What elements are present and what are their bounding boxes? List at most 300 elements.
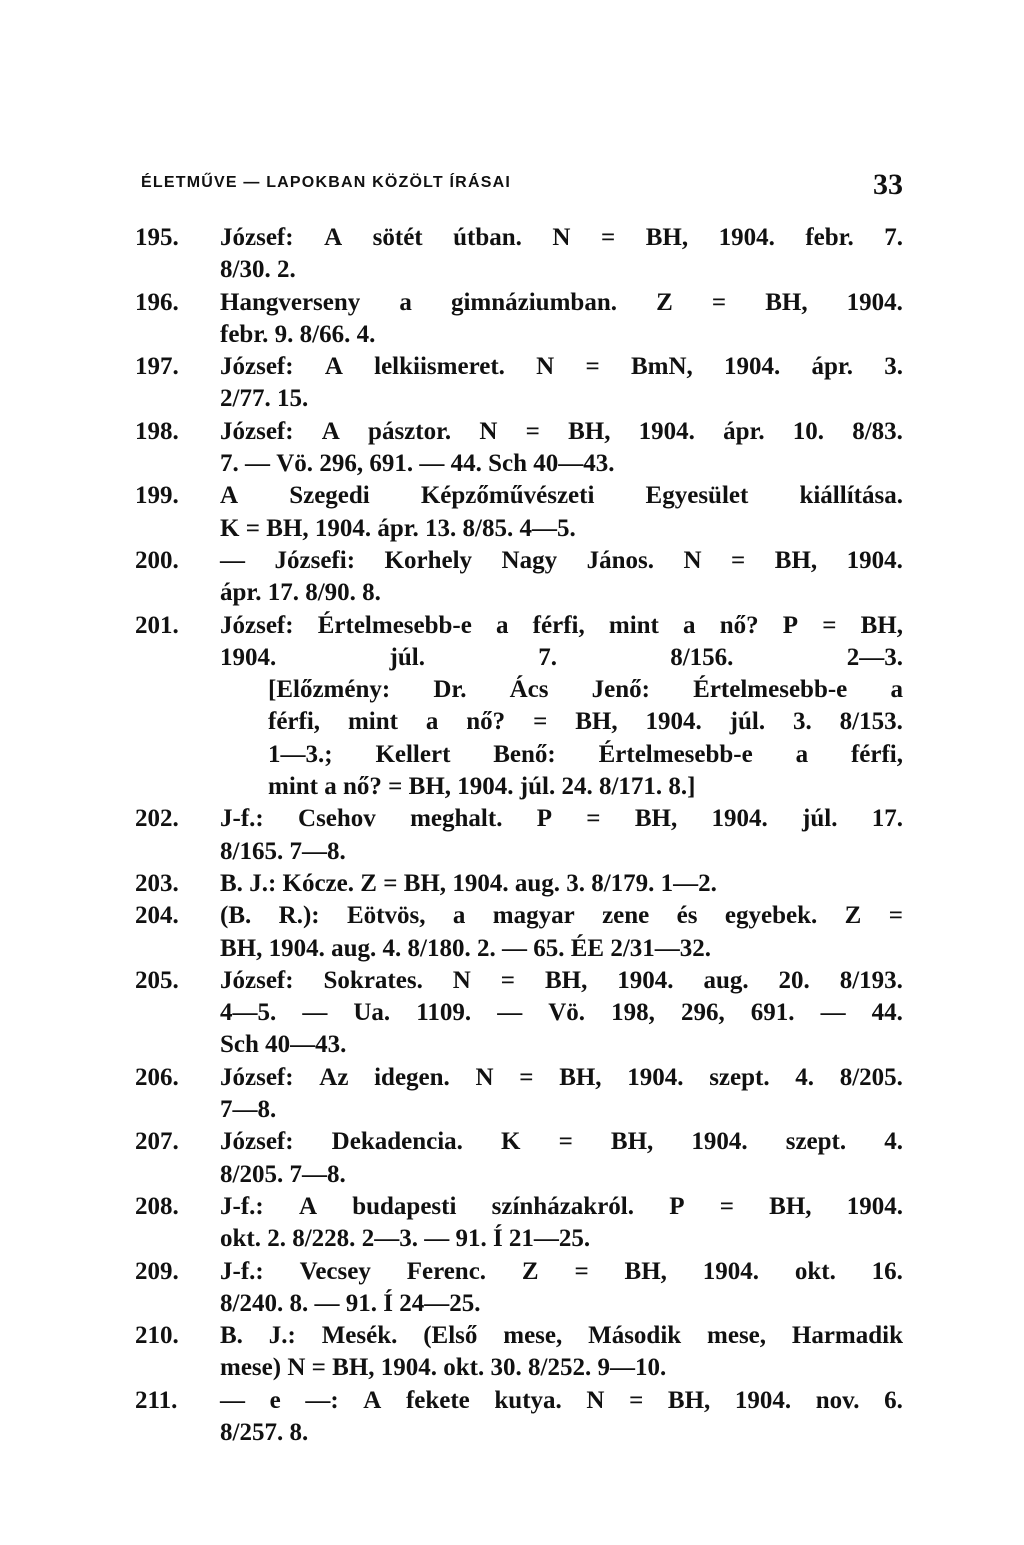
entry-word: Értelmesebb-e [693,676,848,704]
entry-word: 8/228. [292,1225,356,1253]
entry-word: — [497,999,523,1027]
entry-word: B. [220,869,243,897]
entry-word: a [452,902,466,930]
entry-word: BH, [568,417,611,445]
entry-word: Z [360,869,377,897]
entry-word: 8/165. [220,837,284,865]
entry-line [220,319,903,351]
entry-word: ápr. [377,514,419,542]
bibliography-entry [135,416,903,481]
entry-word: BH, [544,966,588,994]
entry-word: József: [220,966,294,994]
entry-word: 6. [884,1386,903,1414]
bibliography-entry [135,1062,903,1127]
entry-line [220,1256,903,1288]
entry-text [220,351,903,416]
entry-word: József: [220,1128,294,1156]
entry-word: 1109. [416,999,472,1027]
entry-word: 16. [871,1257,903,1285]
entry-number: 205. [135,966,179,994]
entry-word: = [719,1192,734,1220]
entry-word: B. [220,1322,243,1350]
entry-line [220,545,903,577]
entry-word: mint [347,708,398,736]
entry-word: 1904. [617,966,674,994]
bibliography-entry [135,900,903,965]
entry-number: 204. [135,902,179,930]
entry-word: 8/171. [598,773,663,801]
entry-word: 40—43. [533,450,615,478]
entry-word: gimnáziumban. [450,288,617,316]
entry-word: 1904. [711,805,768,833]
entry-word: J-f.: [220,805,264,833]
entry-word: nov. [815,1386,860,1414]
entry-word: nő? [719,611,759,639]
entry-word: BH, [667,1386,711,1414]
entry-line [220,933,903,965]
entry-number: 209. [135,1257,179,1285]
entry-word: júl. [519,773,556,801]
entry-word: —: [305,1386,339,1414]
entry-word: BH, [332,1354,375,1382]
entry-word: BH, [408,773,452,801]
entry-word: BH, [624,1257,667,1285]
entry-word: 1—2. [660,869,717,897]
entry-word: Ferenc. [406,1257,487,1285]
entry-word: okt. [443,1354,485,1382]
entry-word: A [321,417,340,445]
entry-word: N [479,417,498,445]
entry-line [220,448,903,480]
entry-line [220,1417,903,1449]
entry-word: 1904. [846,288,903,316]
entry-line [220,997,903,1029]
entry-word: 9—10. [597,1354,667,1382]
entry-word: egyebek. [724,902,818,930]
entry-word: 1904. [691,1128,748,1156]
entry-line [220,1223,903,1255]
entry-word: a [425,708,439,736]
entry-number: 200. [135,546,179,574]
entry-word: 691. [369,450,414,478]
entry-word: 8/153. [839,708,903,736]
entry-word: 4—5. [519,514,576,542]
entry-word: Csehov [298,805,376,833]
entry-word: 20. [778,966,810,994]
entry-word: BH, [403,869,447,897]
bibliography-entry [135,1320,903,1385]
entry-word: = [574,1257,589,1285]
entry-number: 197. [135,353,179,381]
entry-word: = [585,353,600,381]
entry-word: Í [492,1225,503,1253]
entry-word: A [298,1192,317,1220]
entry-word: — [220,1386,245,1414]
entry-line [220,1191,903,1223]
entry-word: N [475,1063,494,1091]
entry-word: Egyesület [645,482,749,510]
bibliography-entry [135,868,903,900]
entry-word: 8/180. [407,934,471,962]
bibliography-entry [135,1385,903,1450]
entry-word: J-f.: [220,1257,264,1285]
entry-word: 8/240. [220,1289,284,1317]
entry-line [220,771,903,803]
entry-word: Z [844,902,862,930]
entry-word: = [586,805,601,833]
entry-word: 91. [455,1225,487,1253]
entry-text [220,222,903,287]
entry-word: sötét [372,224,423,251]
entry-word: 91. [345,1289,377,1317]
entry-word: Az [319,1063,349,1091]
entry-word: és [676,902,698,930]
entry-word: 8.] [668,773,696,801]
entry-word: J.: [249,869,277,897]
entry-word: aug. [703,966,749,994]
bibliography-entry [135,480,903,545]
entry-number: 211. [135,1386,178,1414]
entry-word: szept. [785,1128,847,1156]
bibliography-entry [135,222,903,287]
entry-line [220,222,903,254]
entry-word: aug. [331,934,377,962]
entry-word: BH, [610,1128,654,1156]
entry-word: 8/156. [670,643,734,671]
entry-word: 4—5. [220,999,277,1027]
entry-word: kiállítása. [799,482,903,510]
entry-word: 691. [750,999,795,1027]
entry-number: 202. [135,805,179,833]
entry-word: Sch [488,450,527,478]
entry-word: 13. [425,514,457,542]
entry-word: Z [521,1257,539,1285]
entry-text [220,1385,903,1450]
entry-word: 1904. [380,1354,438,1382]
entry-word: 8/90. [305,579,356,607]
entry-word: N [683,546,702,574]
entry-word: idegen. [374,1063,450,1091]
entry-word: = [500,966,516,994]
entry-word: a [496,611,509,639]
entry-word: 44. [871,999,903,1027]
entry-word: — [820,999,846,1027]
entry-word: 4. [382,934,402,962]
entry-word: A [220,482,239,510]
entry-word: 296, [319,450,364,478]
entry-line [220,1159,903,1191]
entry-word: Z [656,288,673,316]
entry-text [220,803,903,868]
entry-word: férfi, [532,611,585,639]
entry-word: K [501,1128,521,1156]
entry-word: aug. [514,869,560,897]
entry-word: 17. [871,805,903,833]
entry-word: 2. [476,934,496,962]
entry-word: 8/179. [591,869,655,897]
entry-word: mese) [220,1354,282,1382]
entry-word: József: [220,417,294,445]
entry-line [220,1352,903,1384]
entry-word: júl. [389,643,425,671]
entry-word: Képzőművészeti [420,482,595,510]
entry-word: = [731,546,746,574]
entry-word: — [220,546,245,574]
entry-word: Eötvös, [347,902,426,930]
bibliography-entry [135,1256,903,1321]
entry-word: meghalt. [410,805,503,833]
entry-word: P [536,805,553,833]
running-title: ÉLETMŰVE — LAPOKBAN KÖZÖLT ÍRÁSAI [141,174,511,191]
entry-number: 199. [135,482,179,510]
entry-word: Szegedi [289,482,370,510]
entry-line [220,965,903,997]
entry-word: a [324,773,337,801]
entry-word: P [669,1192,685,1220]
entry-word: 1904. [846,1192,903,1220]
entry-word: 2/77. [220,385,271,413]
entry-word: mint [608,611,659,639]
entry-word: lelkiismeret. [374,353,505,381]
entry-word: = [629,1386,644,1414]
bibliography-entry [135,287,903,352]
entry-word: zene [602,902,650,930]
entry-line [220,1385,903,1417]
entry-word: 1904. [457,773,514,801]
entry-number: 196. [135,288,179,316]
entry-word: 8. [362,579,381,607]
entry-number: 195. [135,224,179,251]
entry-word: mese, [503,1322,563,1350]
entry-word: 1904. [702,1257,759,1285]
entry-text [220,1191,903,1256]
entry-word: 24. [561,773,593,801]
entry-line [220,803,903,835]
entry-word: 7—8. [289,1160,346,1188]
entry-word: Nagy [501,546,558,574]
entry-text [220,965,903,1062]
entry-text [220,545,903,610]
entry-word: 2—3. [846,643,903,671]
running-head [141,168,903,208]
entry-word: J-f.: [220,1192,264,1220]
bibliography-entry [135,1191,903,1256]
entry-word: 2. [267,1225,286,1253]
entry-word: ápr. [723,417,765,445]
entry-line [220,1094,903,1126]
entry-word: kutya. [494,1386,562,1414]
entry-word: — [302,999,328,1027]
entry-word: Vecsey [299,1257,371,1285]
entry-line [220,1029,903,1061]
entry-word: — [314,1289,340,1317]
entry-word: 1904. [638,417,695,445]
entry-word: 65. [533,934,565,962]
entry-word: R.): [278,902,320,930]
page-number: 33 [873,168,903,201]
entry-word: 10. [792,417,825,445]
entry-text [220,416,903,481]
entry-word: 44. [450,450,482,478]
entry-word: 17. [267,579,299,607]
entry-word: = [245,514,260,542]
entry-word: = [533,708,548,736]
entry-word: színházakról. [491,1192,634,1220]
entry-word: 4. [884,1128,903,1156]
entry-word: = [558,1128,573,1156]
entry-word: — [501,934,527,962]
entry-text [220,480,903,545]
entry-word: ÉE [570,934,605,962]
entry-word: 2/31—32. [610,934,712,962]
entry-line [220,836,903,868]
entry-word: férfi, [268,708,321,736]
entry-text [220,1256,903,1321]
entry-word: e [269,1386,281,1414]
entry-word: útban. [453,224,522,251]
entry-word: 8/205. [220,1160,284,1188]
entry-word: a [683,611,696,639]
entry-word: 3. [793,708,812,736]
entry-word: 8/252. [528,1354,592,1382]
entry-word: N [536,353,555,381]
entry-word: 7. [538,643,557,671]
entry-line [220,706,903,738]
entry-word: 1904. [314,514,372,542]
entry-word: = [711,288,727,316]
entry-word: a [399,288,412,316]
entry-word: 40—43. [265,1031,347,1059]
entry-word: Értelmesebb-e [598,740,753,768]
entry-word: 7—8. [220,1096,277,1124]
entry-text [220,900,903,965]
entry-word: ápr. [220,579,262,607]
entry-word: — [419,450,445,478]
entry-word: 1904. [718,224,775,251]
entry-word: Sokrates. [323,966,423,994]
entry-word: Hangverseny [220,288,361,316]
entry-word: 1904. [734,1386,792,1414]
entry-word: (B. [220,902,252,930]
entry-word: szept. [709,1063,770,1091]
entry-word: júl. [729,708,766,736]
entry-word: a [890,676,903,704]
entry-word: BH, [860,611,903,639]
entry-word: 1904. [724,353,781,381]
entry-word: BH, [266,514,309,542]
entry-word: 8/30. [220,256,271,284]
entry-text [220,610,903,804]
entry-line [220,1320,903,1352]
entry-word: 8. [289,1418,309,1446]
entry-word: okt. [220,1225,261,1253]
entry-word: febr. [220,320,269,348]
entry-word: Dr. [433,676,467,704]
entry-word: = [600,224,616,251]
entry-word: 7—8. [289,837,346,865]
entry-word: BH, [769,1192,812,1220]
entry-word: A [324,224,343,251]
entry-word: BH, [774,546,818,574]
entry-word: József: [220,1063,294,1091]
entry-word: 1904. [645,708,702,736]
entry-word: Jenő: [591,676,650,704]
entry-word: Korhely [384,546,473,574]
entry-number: 207. [135,1128,179,1156]
entry-word: Ua. [353,999,391,1027]
entry-word: BH, [220,934,263,962]
entry-text [220,1320,903,1385]
entry-word: [Előzmény: [268,676,391,704]
entry-word: magyar [492,902,575,930]
entry-line [220,254,903,286]
entry-line [220,1126,903,1158]
entry-word: Józsefi: [274,546,356,574]
entry-word: N [452,966,471,994]
entry-word: N [552,224,571,251]
bibliography-entry [135,1126,903,1191]
entry-word: BH, [634,805,678,833]
entry-word: = [388,773,403,801]
entry-word: mint [268,773,318,801]
entry-line [220,287,903,319]
entry-line [220,1062,903,1094]
entry-word: 1904. [846,546,903,574]
entry-word: 24—25. [399,1289,481,1317]
entry-text [220,868,903,900]
entry-word: Í [383,1289,393,1317]
entry-word: N [586,1386,605,1414]
entry-word: 3. [566,869,585,897]
entry-line [220,513,903,545]
entry-word: pásztor. [368,417,452,445]
entry-word: 7. [220,450,239,478]
entry-line [220,480,903,512]
entry-word: férfi, [850,740,903,768]
entry-word: 15. [276,385,309,413]
entry-word: Dekadencia. [331,1128,463,1156]
entry-word: A [363,1386,382,1414]
entry-word: Ács [509,676,549,704]
entry-number: 201. [135,611,179,639]
entry-word: N [287,1354,306,1382]
entry-word: nő? [343,773,382,801]
entry-word: — [245,450,270,478]
entry-number: 208. [135,1192,179,1220]
entry-word: mese, [707,1322,767,1350]
entry-word: Harmadik [791,1322,903,1350]
entry-word: 8/83. [852,417,903,445]
entry-word: a [795,740,809,768]
entry-number: 198. [135,417,179,445]
entry-word: BH, [559,1063,602,1091]
bibliography-entry [135,803,903,868]
entry-word: P [782,611,799,639]
entry-word: 9. [274,320,294,348]
entry-word: K [220,514,240,542]
entry-line [220,674,903,706]
entry-word: budapesti [352,1192,457,1220]
bibliography-entry [135,351,903,416]
entry-word: J.: [268,1322,296,1350]
entry-word: 296, [680,999,725,1027]
entry-word: Benő: [493,740,556,768]
entry-word: 1—3.; [268,740,333,768]
entry-word: ápr. [811,353,853,381]
entry-word: BH, [575,708,618,736]
entry-number: 210. [135,1322,179,1350]
entry-word: — [424,1225,450,1253]
